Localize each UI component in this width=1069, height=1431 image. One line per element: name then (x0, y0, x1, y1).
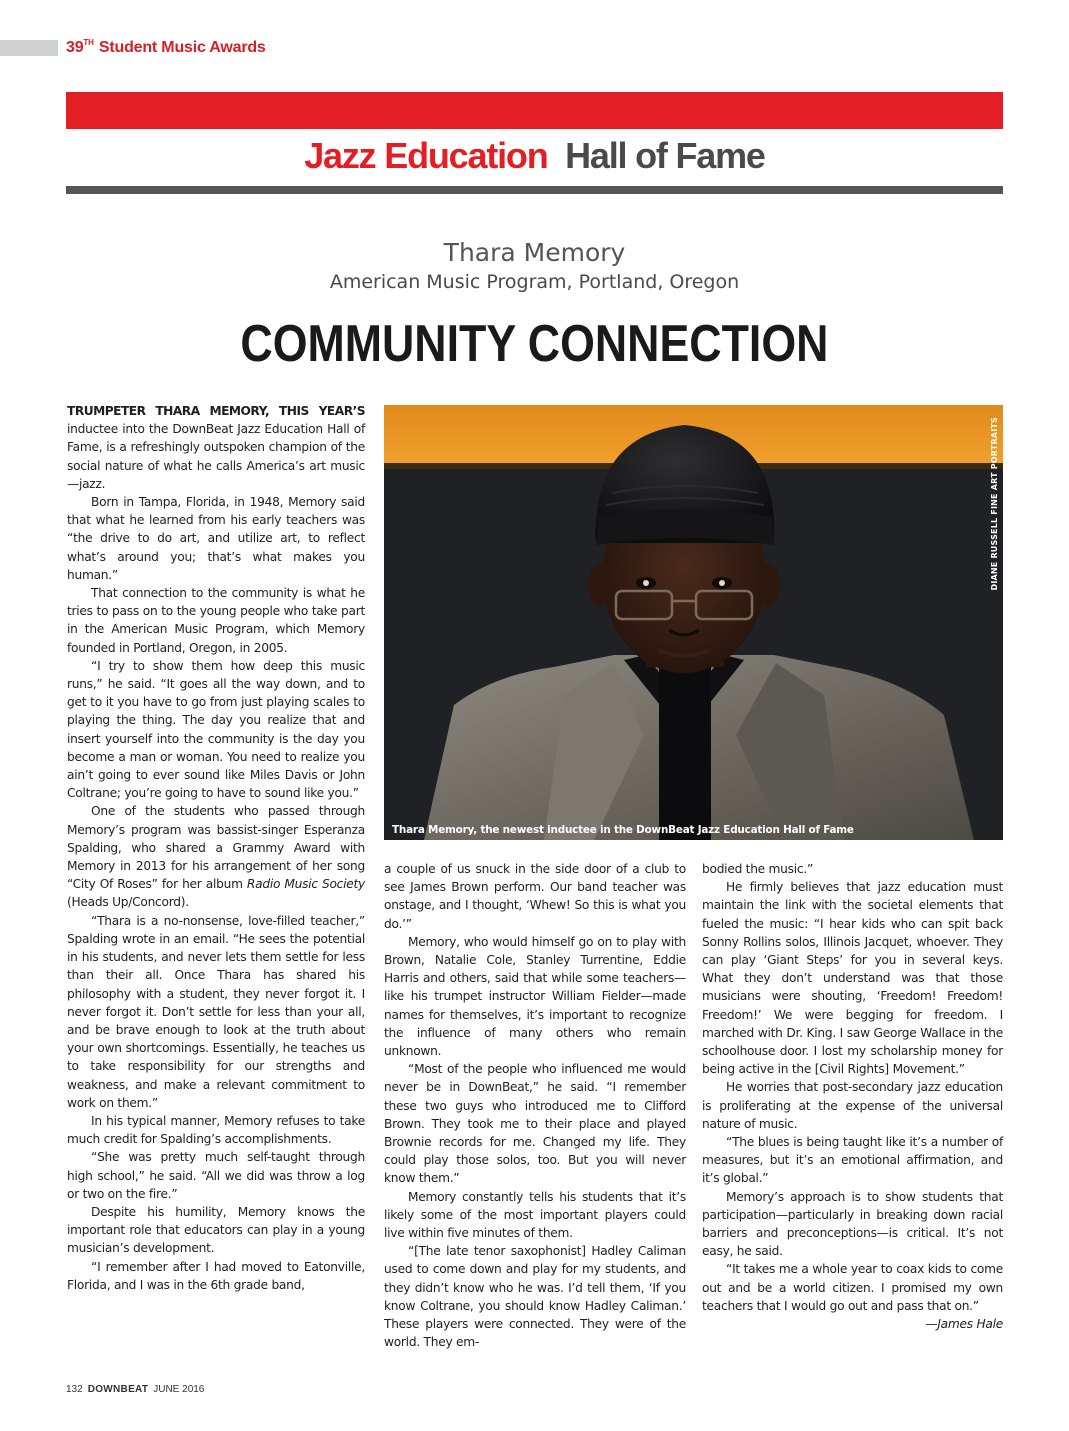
author-name: —James Hale (925, 1317, 1003, 1332)
paragraph: TRUMPETER THARA MEMORY, THIS YEAR’S inductee into the DownBeat Jazz Education Hall of Fame, is a refreshingly outspoken champion of the social nature of what he calls America’s art music—jazz. (67, 404, 365, 491)
page-footer (66, 1384, 204, 1395)
paragraph: “Most of the people who influenced me would never be in DownBeat,” he said. “I remember these two guys who introduced me to Clifford Brown. They took me to their place and played Brownie records for me. Changed my life. They could play those solos, too. But you will never know them.” (384, 1062, 686, 1186)
paragraph: “It takes me a whole year to coax kids to come out and be a world citizen. I promised my own teachers that I would go out and pass that on.” (702, 1262, 1003, 1313)
article-column-3 (702, 860, 1003, 1333)
paragraph: Born in Tampa, Florida, in 1948, Memory said that what he learned from his early teachers was “the drive to do art, and utilize art, to reflect what’s around you; that’s what makes you human.” (67, 495, 365, 582)
inductee-name: Thara Memory (443, 238, 626, 267)
portrait-photo (384, 405, 1003, 840)
paragraph: Memory constantly tells his students that it’s likely some of the most important players could live within five minutes of them. (384, 1189, 686, 1241)
paragraph: Memory’s approach is to show students that participation—particularly in breaking down racial barriers and preconceptions—is critical. It’s not easy, he said. (702, 1189, 1003, 1259)
section-label: 39TH Student Music Awards (66, 38, 266, 56)
magazine-name: DOWNBEAT (87, 1384, 149, 1395)
headline: COMMUNITY CONNECTION (240, 315, 829, 373)
paragraph: He firmly believes that jazz education must maintain the link with the societal elements that fueled the music: “I hear kids who can spit back Sonny Rollins solos, Illinois Jacquet, whoever. They can play ‘Giant Steps’ for you in several keys. What they don’t understand was that those musicians were shouting, ‘Freedom! Freedom! Freedom!’ We were begging for freedom. I marched with Dr. King. I saw George Wallace in the schoolhouse door. I lost my scholarship money for being active in the [Civil Rights] Movement.” (702, 880, 1003, 1077)
paragraph: In his typical manner, Memory refuses to take much credit for Spalding’s accomplishments. (67, 1113, 365, 1147)
program-name: American Music Program, Portland, Oregon (329, 271, 740, 293)
paragraph: bodied the music.” (702, 862, 814, 876)
paragraph: a couple of us snuck in the side door of a club to see James Brown perform. Our band teacher was onstage, and I thought, ‘Whew! So this is what you do.’” (384, 862, 686, 931)
article-column-1 (67, 402, 365, 1294)
paragraph: Despite his humility, Memory knows the important role that educators can play in a young musician’s development. (67, 1204, 365, 1256)
page-number: 132 (66, 1384, 83, 1395)
article-column-2 (384, 860, 686, 1351)
paragraph: “[The late tenor saxophonist] Hadley Caliman used to come down and play for my students, and they didn’t know who he was. I’d tell them, ‘If you know Coltrane, you should know Hadley Caliman.’ These players were connected. They were of the world. They em- (384, 1244, 686, 1350)
paragraph: “I try to show them how deep this music runs,” he said. “It goes all the way down, and to get to it you have to go from just playing scales to playing the thing. The day you realize that and insert yourself into the community is the day you become a man or woman. You need to realize you ain’t going to ever sound like Miles Davis or John Coltrane; you’re going to have to sound like you.” (67, 658, 365, 801)
red-banner (66, 92, 1003, 129)
lead-in: TRUMPETER THARA MEMORY, THIS YEAR’S (67, 404, 365, 418)
hall-of-fame-title: Jazz Education Hall of Fame (304, 135, 765, 176)
paragraph: Memory, who would himself go on to play with Brown, Natalie Cole, Stanley Turrentine, Eddie Harris and others, said that while some teachers—like his trumpet instructor William Fielder—made names for themselves, it’s important to recognize the influence of many others who remain unknown. (384, 934, 686, 1059)
section-tab (0, 40, 58, 56)
gray-rule (66, 186, 1003, 194)
portrait-illustration (384, 405, 1003, 840)
photo-credit: DIANE RUSSELL FINE ART PORTRAITS (990, 417, 999, 591)
paragraph: “The blues is being taught like it’s a number of measures, but it’s an emotional affirmation, and it’s global.” (702, 1135, 1003, 1186)
paragraph: He worries that post-secondary jazz education is proliferating at the expense of the universal nature of music. (702, 1080, 1003, 1131)
paragraph: “I remember after I had moved to Eatonville, Florida, and I was in the 6th grade band, (67, 1259, 365, 1292)
paragraph: “Thara is a no-nonsense, love-filled teacher,” Spalding wrote in an email. “He sees the potential in his students, and never lets them settle for less than their all. Once Thara has shared his philosophy with a student, they never forgot it. I never forgot it. Don’t settle for less than your all, and be brave enough to look at the truth about your own shortcomings. Essentially, he teaches us to take responsibility for our strengths and weakness, and make a relevant commitment to work on them.” (67, 913, 365, 1110)
photo-caption: Thara Memory, the newest inductee in the DownBeat Jazz Education Hall of Fame (392, 824, 854, 836)
issue-date: JUNE 2016 (153, 1384, 205, 1395)
album-title: Radio Music Society (246, 877, 365, 892)
paragraph: One of the students who passed through Memory’s program was bassist-singer Esperanza Spalding, who shared a Grammy Award with Memory in 2013 for his arrangement of her song “City Of Roses” for her album Radio Music Society (Heads Up/Concord). (67, 804, 365, 910)
paragraph: That connection to the community is what he tries to pass on to the young people who take part in the American Music Program, which Memory founded in Portland, Oregon, in 2005. (67, 586, 365, 655)
paragraph: “She was pretty much self-taught through high school,” he said. “All we did was throw a log or two on the fire.” (67, 1150, 365, 1201)
